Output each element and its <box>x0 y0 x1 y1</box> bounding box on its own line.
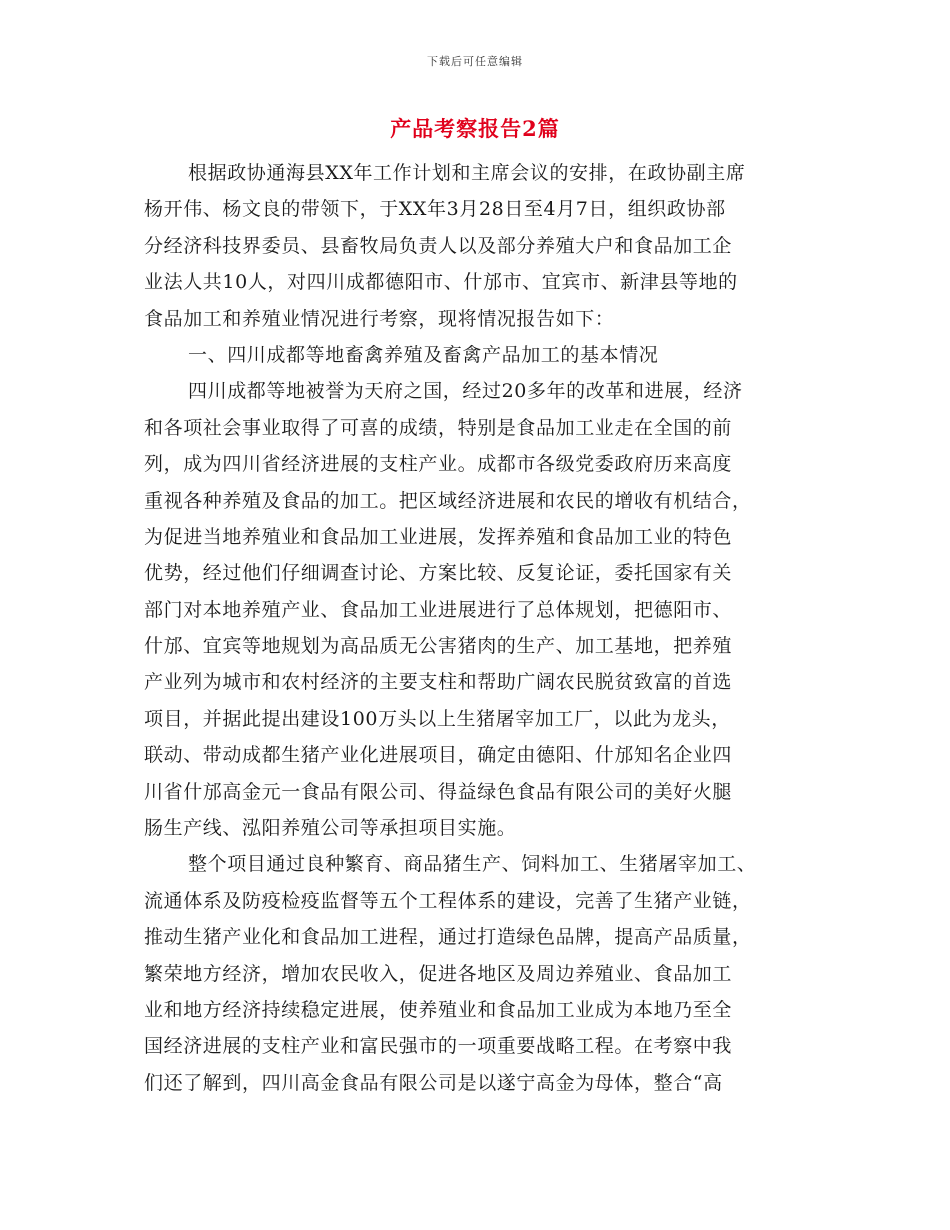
document-body <box>144 155 806 1101</box>
body-text-line: 整个项目通过良种繁育、商品猪生产、饲料加工、生猪屠宰加工、 <box>188 853 757 876</box>
body-text-line: 联动、带动成都生猪产业化进展项目，确定由德阳、什邡知名企业四 <box>144 744 733 767</box>
body-text-line: 产业列为城市和农村经济的主要支柱和帮助广阔农民脱贫致富的首选 <box>144 671 733 694</box>
body-text-line: 们还了解到，四川高金食品有限公司是以遂宁高金为母体，整合“高 <box>144 1071 723 1094</box>
body-text-line: 肠生产线、泓阳养殖公司等承担项目实施。 <box>144 817 517 840</box>
body-text-line: 业法人共10人，对四川成都德阳市、什邡市、宜宾市、新津县等地的 <box>144 271 738 294</box>
body-text-line: 分经济科技界委员、县畜牧局负责人以及部分养殖大户和食品加工企 <box>144 234 733 257</box>
page-header-note: 下载后可任意编辑 <box>427 55 523 68</box>
body-text-line: 食品加工和养殖业情况进行考察，现将情况报告如下： <box>144 307 615 330</box>
body-text-line: 部门对本地养殖产业、食品加工业进展进行了总体规划，把德阳市、 <box>144 598 733 621</box>
body-text-line: 业和地方经济持续稳定进展，使养殖业和食品加工业成为本地乃至全 <box>144 998 733 1021</box>
body-text-line: 列，成为四川省经济进展的支柱产业。成都市各级党委政府历来高度 <box>144 453 733 476</box>
body-text-line: 四川成都等地被誉为天府之国，经过20多年的改革和进展，经济 <box>188 380 743 403</box>
body-text-line: 根据政协通海县XX年工作计划和主席会议的安排，在政协副主席 <box>188 162 746 184</box>
body-text-line: 繁荣地方经济，增加农民收入，促进各地区及周边养殖业、食品加工 <box>144 962 733 985</box>
body-text-line: 杨开伟、杨文良的带领下，于XX年3月28日至4月7日，组织政协部 <box>144 198 726 221</box>
body-text-line: 国经济进展的支柱产业和富民强市的一项重要战略工程。在考察中我 <box>144 1035 733 1058</box>
document-title: 产品考察报告2篇 <box>390 116 560 141</box>
body-text-line: 项目，并据此提出建设100万头以上生猪屠宰加工厂，以此为龙头， <box>144 707 731 730</box>
body-text-line: 什邡、宜宾等地规划为高品质无公害猪肉的生产、加工基地，把养殖 <box>144 635 733 658</box>
body-text-line: 和各项社会事业取得了可喜的成绩，特别是食品加工业走在全国的前 <box>144 416 733 439</box>
body-text-line: 川省什邡高金元一食品有限公司、得益绿色食品有限公司的美好火腿 <box>144 780 733 803</box>
body-text-line: 流通体系及防疫检疫监督等五个工程体系的建设，完善了生猪产业链， <box>144 889 752 912</box>
body-text-line: 一、四川成都等地畜禽养殖及畜禽产品加工的基本情况 <box>188 343 659 366</box>
body-text-line: 为促进当地养殖业和食品加工业进展，发挥养殖和食品加工业的特色 <box>144 525 733 548</box>
body-text-line: 推动生猪产业化和食品加工进程，通过打造绿色品牌，提高产品质量， <box>144 926 752 949</box>
body-text-line: 重视各种养殖及食品的加工。把区域经济进展和农民的增收有机结合， <box>144 489 752 512</box>
body-text-line: 优势，经过他们仔细调查讨论、方案比较、反复论证，委托国家有关 <box>144 562 733 585</box>
